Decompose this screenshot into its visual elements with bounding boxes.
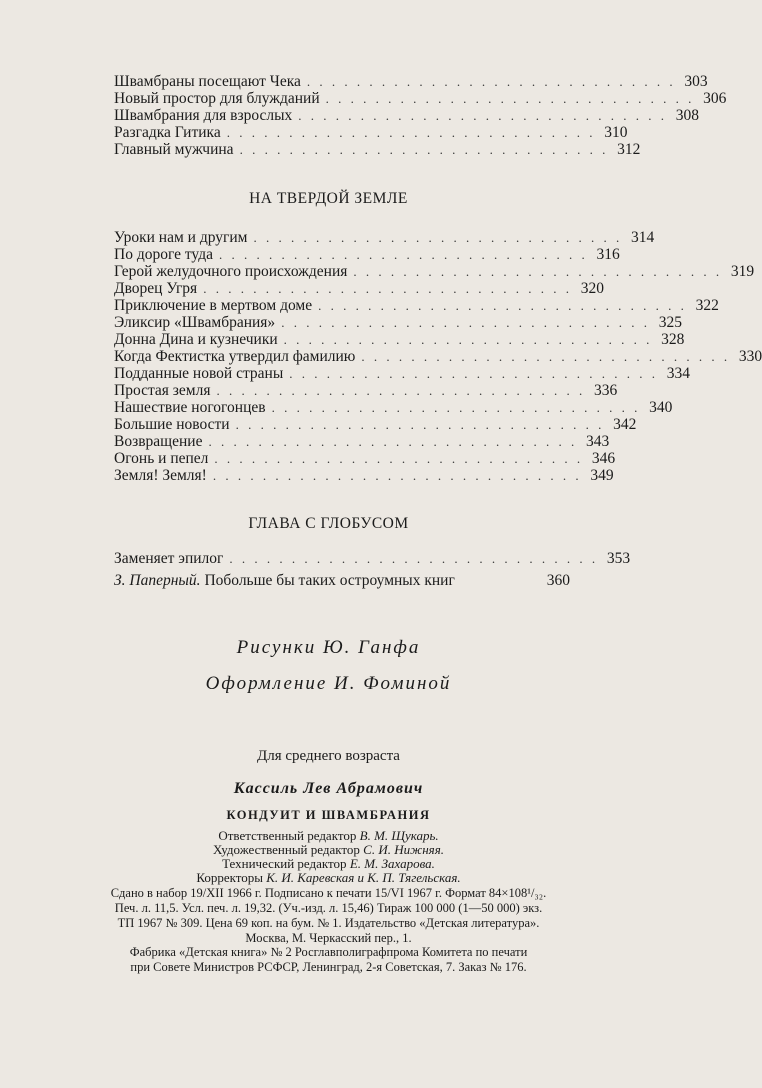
afterword-title: Побольше бы таких остроумных книг [204,572,455,589]
toc-entry-page: 336 [593,382,618,399]
imprint-line-6: при Совете Министров РСФСР, Ленинград, 2-я Советская, 7. Заказ № 176. [130,960,527,974]
toc-entry [114,416,637,433]
toc-entry-title: Разгадка Гитика [114,124,221,141]
imprint-book-title: КОНДУИТ И ШВАМБРАНИЯ [226,808,431,822]
toc-leader: . . . . . . . . . . . . . . . . . . . . . . . . . . . . . . [239,142,609,157]
toc-entry-title: Герой желудочного происхождения [114,263,348,280]
toc-entry [114,399,673,416]
toc-leader: . . . . . . . . . . . . . . . . . . . . . . . . . . . . . . [306,74,676,89]
toc-leader: . . . . . . . . . . . . . . . . . . . . . . . . . . . . . . [235,417,605,432]
toc-entry-page: 353 [606,550,631,567]
toc-entry-page: 334 [666,365,691,382]
toc-entry-page: 322 [695,297,719,314]
toc-entry [114,246,620,263]
toc-entry [114,382,618,399]
toc-entry-title: Донна Дина и кузнечики [114,331,278,348]
toc-entry-title: Земля! Земля! [114,467,207,484]
toc-entry-page: 346 [591,450,616,467]
toc-leader: . . . . . . . . . . . . . . . . . . . . . . . . . . . . . . [216,383,586,398]
toc-entry-page: 306 [703,90,727,107]
toc-entry-title: Заменяет эпилог [114,550,224,567]
toc-leader: . . . . . . . . . . . . . . . . . . . . . . . . . . . . . . [229,551,599,566]
toc-entry-title: Эликсир «Швамбрания» [114,314,276,331]
design-credit: Оформление И. Фоминой [205,673,452,694]
toc-entry-title: По дороге туда [114,246,213,263]
toc-entry-page: 328 [661,331,685,348]
toc-leader: . . . . . . . . . . . . . . . . . . . . . . . . . . . . . . [208,434,578,449]
toc-entry-title: Огонь и пепел [114,450,209,467]
toc-entry-title: Дворец Угря [114,280,198,297]
toc-entry [114,73,708,90]
toc-leader: . . . . . . . . . . . . . . . . . . . . . . . . . . . . . . [218,247,588,262]
toc-entry [114,107,700,124]
toc-section-2 [114,229,762,484]
imprint-line-3: ТП 1967 № 309. Цена 69 коп. на бум. № 1. Издательство «Детская литература». [117,916,540,930]
toc-entry-title: Большие новости [114,416,230,433]
imprint-line-1: Сдано в набор 19/XII 1966 г. Подписано к печати 15/VI 1967 г. Формат 84×108¹/₃₂. [110,886,547,900]
toc-entry-title: Простая земля [114,382,211,399]
toc-entry [114,141,641,158]
toc-entry-page: 349 [590,467,614,484]
imprint-line-2: Печ. л. 11,5. Усл. печ. л. 19,32. (Уч.-изд. л. 15,46) Тираж 100 000 (1—50 000) экз. [114,901,543,915]
toc-leader: . . . . . . . . . . . . . . . . . . . . . . . . . . . . . . [203,281,572,296]
toc-entry [114,297,719,314]
toc-section-1 [114,73,727,158]
toc-entry [114,549,631,569]
toc-entry-title: Возвращение [114,433,203,450]
toc-entry-title: Нашествие ногогонцев [114,399,266,416]
toc-entry [114,331,685,348]
toc-entry [114,280,604,297]
toc-entry-page: 310 [604,124,628,141]
toc-leader: . . . . . . . . . . . . . . . . . . . . . . . . . . . . . . [361,349,731,364]
illustrations-credit: Рисунки Ю. Ганфа [236,637,421,658]
toc-entry-page: 312 [617,141,641,158]
toc-entry [114,365,691,382]
toc-leader: . . . . . . . . . . . . . . . . . . . . . . . . . . . . . . [298,108,668,123]
imprint-correctors: Корректоры К. И. Каревская и К. П. Тягельская. [196,870,461,885]
toc-entry-page: 342 [613,416,637,433]
toc-entry-page: 319 [730,263,755,280]
imprint-age: Для среднего возраста [257,748,400,764]
toc-entry-page: 330 [738,348,762,365]
toc-section-3 [114,549,631,591]
toc-entry-page: 316 [596,246,620,263]
toc-entry [114,263,755,280]
toc-entry-title: Когда Фектистка утвердил фамилию [114,348,356,365]
toc-entry [114,314,682,331]
toc-entry-page: 343 [585,433,610,450]
toc-leader: . . . . . . . . . . . . . . . . . . . . . . . . . . . . . . [212,468,582,483]
imprint-tech-editor: Технический редактор Е. М. Захарова. [222,856,435,871]
toc-entry-page: 308 [675,107,700,124]
toc-entry-title: Уроки нам и другим [114,229,248,246]
imprint-line-5: Фабрика «Детская книга» № 2 Росглавполиграфпрома Комитета по печати [129,945,528,959]
section-heading: ГЛАВА С ГЛОБУСОМ [248,515,409,532]
toc-entry [114,124,628,141]
toc-entry-title: Подданные новой страны [114,365,284,382]
toc-leader: . . . . . . . . . . . . . . . . . . . . . . . . . . . . . . [226,125,596,140]
toc-entry [114,229,655,246]
toc-entry [114,467,614,484]
toc-entry-afterword [114,571,570,591]
imprint-editor: Ответственный редактор В. М. Щукарь. [218,828,439,843]
toc-leader: . . . . . . . . . . . . . . . . . . . . . . . . . . . . . . [253,230,623,245]
toc-entry-page: 325 [658,314,682,331]
toc-entry-title: Швамбраны посещают Чека [114,73,301,90]
toc-entry-page: 340 [649,399,673,416]
toc-entry-title: Главный мужчина [114,141,234,158]
imprint-author: Кассиль Лев Абрамович [233,780,424,797]
toc-leader: . . . . . . . . . . . . . . . . . . . . . . . . . . . . . . [353,264,723,279]
toc-entry [114,433,610,450]
toc-entry-page: 303 [684,73,708,90]
toc-leader: . . . . . . . . . . . . . . . . . . . . . . . . . . . . . . [283,332,653,347]
toc-entry-page: 320 [580,280,604,297]
imprint-line-4: Москва, М. Черкасский пер., 1. [245,931,412,945]
toc-leader: . . . . . . . . . . . . . . . . . . . . . . . . . . . . . . [214,451,584,466]
toc-leader: . . . . . . . . . . . . . . . . . . . . . . . . . . . . . . [318,298,687,313]
imprint-art-editor: Художественный редактор С. И. Нижняя. [213,842,444,857]
toc-entry [114,348,762,365]
toc-entry-page: 314 [630,229,655,246]
section-heading: НА ТВЕРДОЙ ЗЕМЛЕ [249,190,408,207]
toc-entry-page: 360 [546,572,570,589]
toc-leader: . . . . . . . . . . . . . . . . . . . . . . . . . . . . . . [289,366,659,381]
toc-leader: . . . . . . . . . . . . . . . . . . . . . . . . . . . . . . [271,400,641,415]
toc-entry-title: Новый простор для блужданий [114,90,320,107]
toc-leader: . . . . . . . . . . . . . . . . . . . . . . . . . . . . . . [325,91,695,106]
toc-leader: . . . . . . . . . . . . . . . . . . . . . . . . . . . . . . [281,315,650,330]
toc-entry-title: Швамбрания для взрослых [114,107,293,124]
toc-entry-title: Приключение в мертвом доме [114,297,313,314]
afterword-author: З. Паперный. [114,572,201,589]
toc-entry [114,450,616,467]
toc-entry [114,90,727,107]
